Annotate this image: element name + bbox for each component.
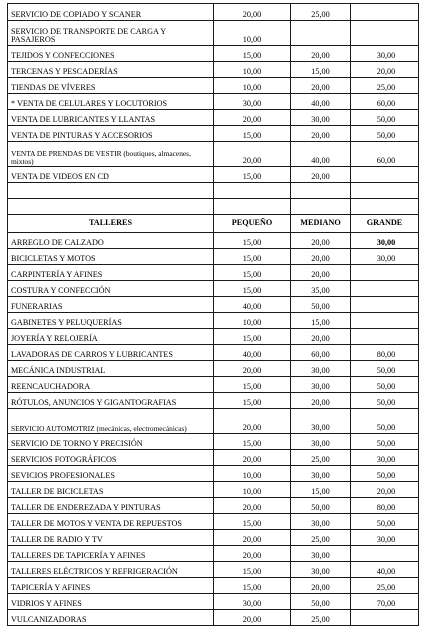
- small-value: 15,00: [214, 126, 291, 142]
- large-value: [351, 546, 419, 562]
- large-value: 20,00: [351, 482, 419, 498]
- small-value: 15,00: [214, 249, 291, 265]
- small-value: 10,00: [214, 78, 291, 94]
- medium-value: 30,00: [291, 110, 351, 126]
- activity-name: FUNERARIAS: [8, 297, 214, 313]
- table-row: [8, 62, 419, 78]
- large-value: 50,00: [351, 110, 419, 126]
- small-value: 10,00: [214, 21, 291, 46]
- activity-name: MECÁNICA INDUSTRIAL: [8, 361, 214, 377]
- blank-cell: [351, 199, 419, 215]
- small-value: 15,00: [214, 233, 291, 249]
- table-row: [8, 482, 419, 498]
- table-row: [8, 546, 419, 562]
- medium-value: 20,00: [291, 249, 351, 265]
- small-value: 15,00: [214, 434, 291, 450]
- section-header-row: [8, 215, 419, 233]
- table-row: [8, 361, 419, 377]
- small-value: 15,00: [214, 167, 291, 183]
- table-row: [8, 562, 419, 578]
- medium-value: 30,00: [291, 434, 351, 450]
- large-value: 50,00: [351, 377, 419, 393]
- medium-value: 20,00: [291, 78, 351, 94]
- table-row: [8, 249, 419, 265]
- small-value: 20,00: [214, 546, 291, 562]
- large-value: 60,00: [351, 94, 419, 110]
- activity-name: TALLER DE RADIO Y TV: [8, 530, 214, 546]
- activity-name: LAVADORAS DE CARROS Y LUBRICANTES: [8, 345, 214, 361]
- large-value: [351, 4, 419, 21]
- table-row: [8, 409, 419, 434]
- table-row: [8, 142, 419, 167]
- medium-value: 35,00: [291, 281, 351, 297]
- large-value: [351, 281, 419, 297]
- large-value: 60,00: [351, 142, 419, 167]
- activity-name: CARPINTERÍA Y AFINES: [8, 265, 214, 281]
- tariff-table: [7, 3, 419, 626]
- medium-value: 20,00: [291, 578, 351, 594]
- activity-name: JOYERÍA Y RELOJERÍA: [8, 329, 214, 345]
- small-value: 40,00: [214, 297, 291, 313]
- medium-value: 40,00: [291, 94, 351, 110]
- small-value: 20,00: [214, 610, 291, 626]
- medium-value: 30,00: [291, 409, 351, 434]
- large-value: 20,00: [351, 62, 419, 78]
- large-value: 50,00: [351, 466, 419, 482]
- medium-value: 20,00: [291, 233, 351, 249]
- small-value: 20,00: [214, 530, 291, 546]
- blank-cell: [291, 199, 351, 215]
- large-value: 50,00: [351, 409, 419, 434]
- large-value: 50,00: [351, 361, 419, 377]
- large-value: [351, 313, 419, 329]
- large-value: 30,00: [351, 530, 419, 546]
- small-value: 15,00: [214, 329, 291, 345]
- table-row: [8, 94, 419, 110]
- small-value: 15,00: [214, 377, 291, 393]
- activity-name: TAPICERÍA Y AFINES: [8, 578, 214, 594]
- table-row: [8, 167, 419, 183]
- activity-name: * VENTA DE CELULARES Y LOCUTORIOS: [8, 94, 214, 110]
- table-row: [8, 4, 419, 21]
- small-value: 10,00: [214, 313, 291, 329]
- table-row: [8, 345, 419, 361]
- large-value: 25,00: [351, 78, 419, 94]
- activity-name: RÓTULOS, ANUNCIOS Y GIGANTOGRAFIAS: [8, 393, 214, 409]
- large-value: [351, 21, 419, 46]
- activity-name: VENTA DE LUBRICANTES Y LLANTAS: [8, 110, 214, 126]
- small-value: 40,00: [214, 345, 291, 361]
- table-row: [8, 434, 419, 450]
- medium-value: 30,00: [291, 466, 351, 482]
- large-value: [351, 329, 419, 345]
- large-value: 30,00: [351, 233, 419, 249]
- table-row: [8, 297, 419, 313]
- small-value: 10,00: [214, 62, 291, 78]
- medium-value: 50,00: [291, 297, 351, 313]
- activity-name: REENCAUCHADORA: [8, 377, 214, 393]
- header-grande: GRANDE: [351, 215, 419, 233]
- medium-value: 20,00: [291, 46, 351, 62]
- large-value: 25,00: [351, 578, 419, 594]
- large-value: 50,00: [351, 126, 419, 142]
- small-value: 15,00: [214, 393, 291, 409]
- large-value: 50,00: [351, 514, 419, 530]
- activity-name: TALLERES ELÉCTRICOS Y REFRIGERACIÓN: [8, 562, 214, 578]
- header-talleres: TALLERES: [8, 215, 214, 233]
- table-row: [8, 514, 419, 530]
- large-value: 30,00: [351, 450, 419, 466]
- large-value: 80,00: [351, 498, 419, 514]
- blank-cell: [291, 183, 351, 199]
- medium-value: 60,00: [291, 345, 351, 361]
- medium-value: 25,00: [291, 610, 351, 626]
- medium-value: 15,00: [291, 313, 351, 329]
- blank-row: [8, 199, 419, 215]
- table-row: [8, 498, 419, 514]
- blank-cell: [8, 199, 214, 215]
- medium-value: 25,00: [291, 4, 351, 21]
- small-value: 20,00: [214, 110, 291, 126]
- medium-value: 20,00: [291, 393, 351, 409]
- header-mediano: MEDIANO: [291, 215, 351, 233]
- table-row: [8, 126, 419, 142]
- medium-value: 30,00: [291, 546, 351, 562]
- small-value: 15,00: [214, 46, 291, 62]
- activity-name: TEJIDOS Y CONFECCIONES: [8, 46, 214, 62]
- medium-value: 20,00: [291, 167, 351, 183]
- small-value: 30,00: [214, 594, 291, 610]
- medium-value: 20,00: [291, 329, 351, 345]
- medium-value: 50,00: [291, 594, 351, 610]
- medium-value: 40,00: [291, 142, 351, 167]
- small-value: 15,00: [214, 265, 291, 281]
- blank-row: [8, 183, 419, 199]
- blank-cell: [8, 183, 214, 199]
- table-row: [8, 78, 419, 94]
- activity-name: SERVICIO DE TRANSPORTE DE CARGA Y PASAJEROS: [8, 21, 214, 46]
- table-row: [8, 530, 419, 546]
- header-pequeno: PEQUEÑO: [214, 215, 291, 233]
- table-row: [8, 21, 419, 46]
- medium-value: 25,00: [291, 450, 351, 466]
- medium-value: 30,00: [291, 377, 351, 393]
- medium-value: [291, 21, 351, 46]
- activity-name: SEVICIOS PROFESIONALES: [8, 466, 214, 482]
- activity-name: ARREGLO DE CALZADO: [8, 233, 214, 249]
- small-value: 20,00: [214, 409, 291, 434]
- activity-name: GABINETES Y PELUQUERÍAS: [8, 313, 214, 329]
- large-value: 30,00: [351, 46, 419, 62]
- activity-name: BICICLETAS Y MOTOS: [8, 249, 214, 265]
- medium-value: 30,00: [291, 361, 351, 377]
- table-row: [8, 265, 419, 281]
- activity-name: TALLER DE ENDEREZADA Y PINTURAS: [8, 498, 214, 514]
- large-value: 70,00: [351, 594, 419, 610]
- small-value: 30,00: [214, 94, 291, 110]
- activity-name: TALLERES DE TAPICERÍA Y AFINES: [8, 546, 214, 562]
- activity-name: SERVICIOS FOTOGRÁFICOS: [8, 450, 214, 466]
- blank-cell: [351, 183, 419, 199]
- large-value: 50,00: [351, 434, 419, 450]
- activity-name: TIENDAS DE VÍVERES: [8, 78, 214, 94]
- medium-value: 15,00: [291, 62, 351, 78]
- medium-value: 25,00: [291, 530, 351, 546]
- small-value: 20,00: [214, 4, 291, 21]
- table-row: [8, 313, 419, 329]
- activity-name: VENTA DE PINTURAS Y ACCESORIOS: [8, 126, 214, 142]
- large-value: 40,00: [351, 562, 419, 578]
- activity-name: TALLER DE MOTOS Y VENTA DE REPUESTOS: [8, 514, 214, 530]
- small-value: 15,00: [214, 562, 291, 578]
- activity-name: TERCENAS Y PESCADERÍAS: [8, 62, 214, 78]
- small-value: 20,00: [214, 361, 291, 377]
- medium-value: 15,00: [291, 482, 351, 498]
- activity-name: SERVICIO DE COPIADO Y SCANER: [8, 4, 214, 21]
- activity-name: VULCANIZADORAS: [8, 610, 214, 626]
- small-value: 15,00: [214, 514, 291, 530]
- small-value: 10,00: [214, 466, 291, 482]
- activity-name: COSTURA Y CONFECCIÓN: [8, 281, 214, 297]
- medium-value: 20,00: [291, 265, 351, 281]
- table-row: [8, 578, 419, 594]
- blank-cell: [214, 199, 291, 215]
- activity-name: TALLER DE BICICLETAS: [8, 482, 214, 498]
- table-row: [8, 466, 419, 482]
- small-value: 20,00: [214, 450, 291, 466]
- small-value: 20,00: [214, 142, 291, 167]
- table-row: [8, 233, 419, 249]
- blank-cell: [214, 183, 291, 199]
- medium-value: 50,00: [291, 498, 351, 514]
- activity-name: VENTA DE PRENDAS DE VESTIR (boutiques, almacenes, mixtos): [8, 142, 214, 167]
- activity-name: VIDRIOS Y AFINES: [8, 594, 214, 610]
- large-value: [351, 297, 419, 313]
- table-row: [8, 46, 419, 62]
- table-row: [8, 594, 419, 610]
- table-row: [8, 110, 419, 126]
- large-value: [351, 265, 419, 281]
- activity-name: SERVICIO AUTOMOTRIZ (mecánicas, electromecánicas): [8, 409, 214, 434]
- activity-name: SERVICIO DE TORNO Y PRECISIÓN: [8, 434, 214, 450]
- small-value: 10,00: [214, 482, 291, 498]
- table-row: [8, 393, 419, 409]
- medium-value: 20,00: [291, 126, 351, 142]
- small-value: 20,00: [214, 498, 291, 514]
- large-value: [351, 167, 419, 183]
- small-value: 15,00: [214, 578, 291, 594]
- medium-value: 30,00: [291, 562, 351, 578]
- table-row: [8, 450, 419, 466]
- large-value: 80,00: [351, 345, 419, 361]
- table-row: [8, 329, 419, 345]
- large-value: 30,00: [351, 249, 419, 265]
- table-row: [8, 281, 419, 297]
- activity-name: VENTA DE VIDEOS EN CD: [8, 167, 214, 183]
- large-value: 50,00: [351, 393, 419, 409]
- medium-value: 30,00: [291, 514, 351, 530]
- table-row: [8, 377, 419, 393]
- small-value: 15,00: [214, 281, 291, 297]
